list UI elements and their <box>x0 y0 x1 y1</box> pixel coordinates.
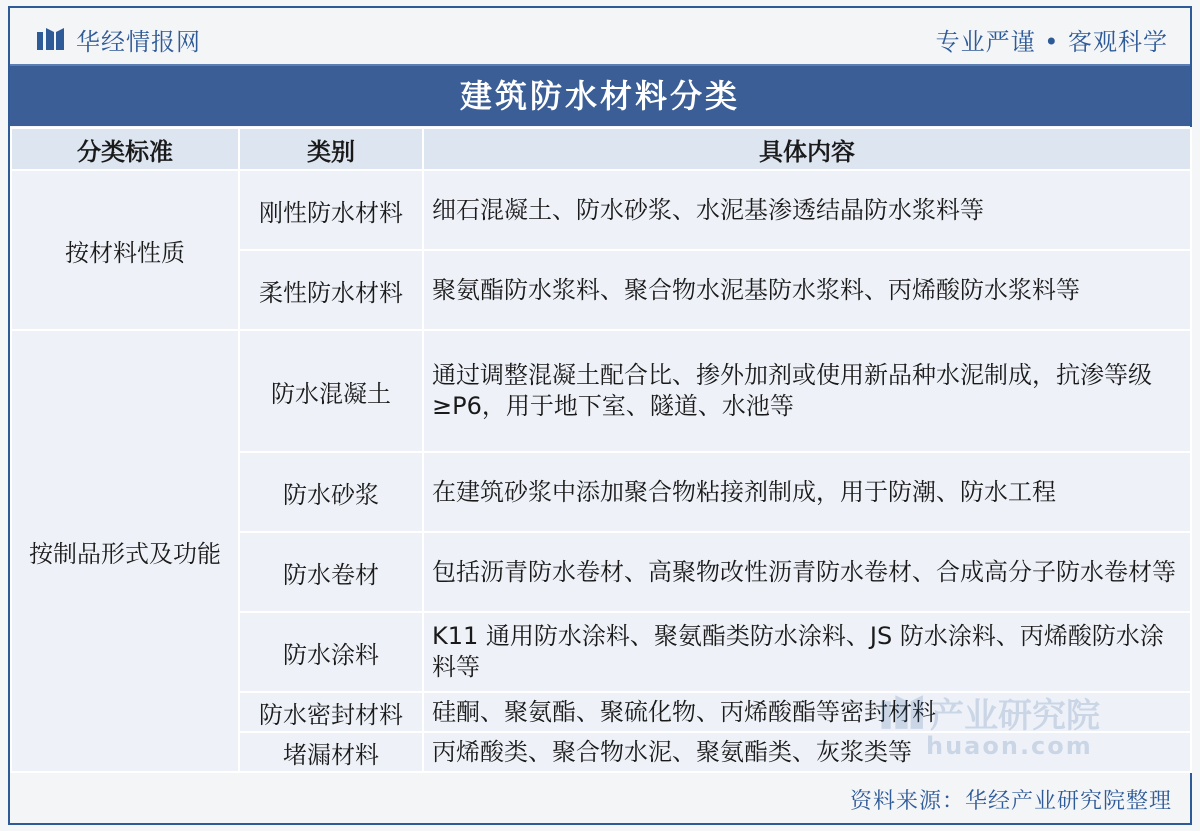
header-criterion: 分类标准 <box>11 128 239 170</box>
table-header-row <box>11 128 1191 170</box>
content-cell: 在建筑砂浆中添加聚合物粘接剂制成，用于防潮、防水工程 <box>423 452 1191 532</box>
type-cell: 防水涂料 <box>239 612 423 692</box>
table-row <box>11 330 1191 452</box>
criterion-cell: 按制品形式及功能 <box>11 330 239 772</box>
table-row <box>11 170 1191 250</box>
content-cell: 细石混凝土、防水砂浆、水泥基渗透结晶防水浆料等 <box>423 170 1191 250</box>
type-cell: 刚性防水材料 <box>239 170 423 250</box>
type-cell: 柔性防水材料 <box>239 250 423 330</box>
type-cell: 堵漏材料 <box>239 732 423 772</box>
criterion-cell: 按材料性质 <box>11 170 239 330</box>
logo-text: 华经情报网 <box>76 28 201 56</box>
content-cell: 包括沥青防水卷材、高聚物改性沥青防水卷材、合成高分子防水卷材等 <box>423 532 1191 612</box>
slogan: 专业严谨 • 客观科学 <box>935 28 1168 56</box>
type-cell: 防水砂浆 <box>239 452 423 532</box>
header <box>10 8 1190 64</box>
classification-table <box>10 127 1192 773</box>
title-bar <box>10 64 1190 126</box>
source-note: 资料来源：华经产业研究院整理 <box>849 789 1172 814</box>
content-cell: K11 通用防水涂料、聚氨酯类防水涂料、JS 防水涂料、丙烯酸防水涂料等 <box>423 612 1191 692</box>
type-cell: 防水卷材 <box>239 532 423 612</box>
content-cell: 通过调整混凝土配合比、掺外加剂或使用新品种水泥制成，抗渗等级≥P6，用于地下室、隧道、水池等 <box>423 330 1191 452</box>
content-cell: 聚氨酯防水浆料、聚合物水泥基防水浆料、丙烯酸防水浆料等 <box>423 250 1191 330</box>
type-cell: 防水密封材料 <box>239 692 423 732</box>
logo-icon <box>36 26 66 52</box>
header-type: 类别 <box>239 128 423 170</box>
content-cell: 硅酮、聚氨酯、聚硫化物、丙烯酸酯等密封材料 <box>423 692 1191 732</box>
content-cell: 丙烯酸类、聚合物水泥、聚氨酯类、灰浆类等 <box>423 732 1191 772</box>
type-cell: 防水混凝土 <box>239 330 423 452</box>
page-title: 建筑防水材料分类 <box>459 77 740 115</box>
header-content: 具体内容 <box>423 128 1191 170</box>
